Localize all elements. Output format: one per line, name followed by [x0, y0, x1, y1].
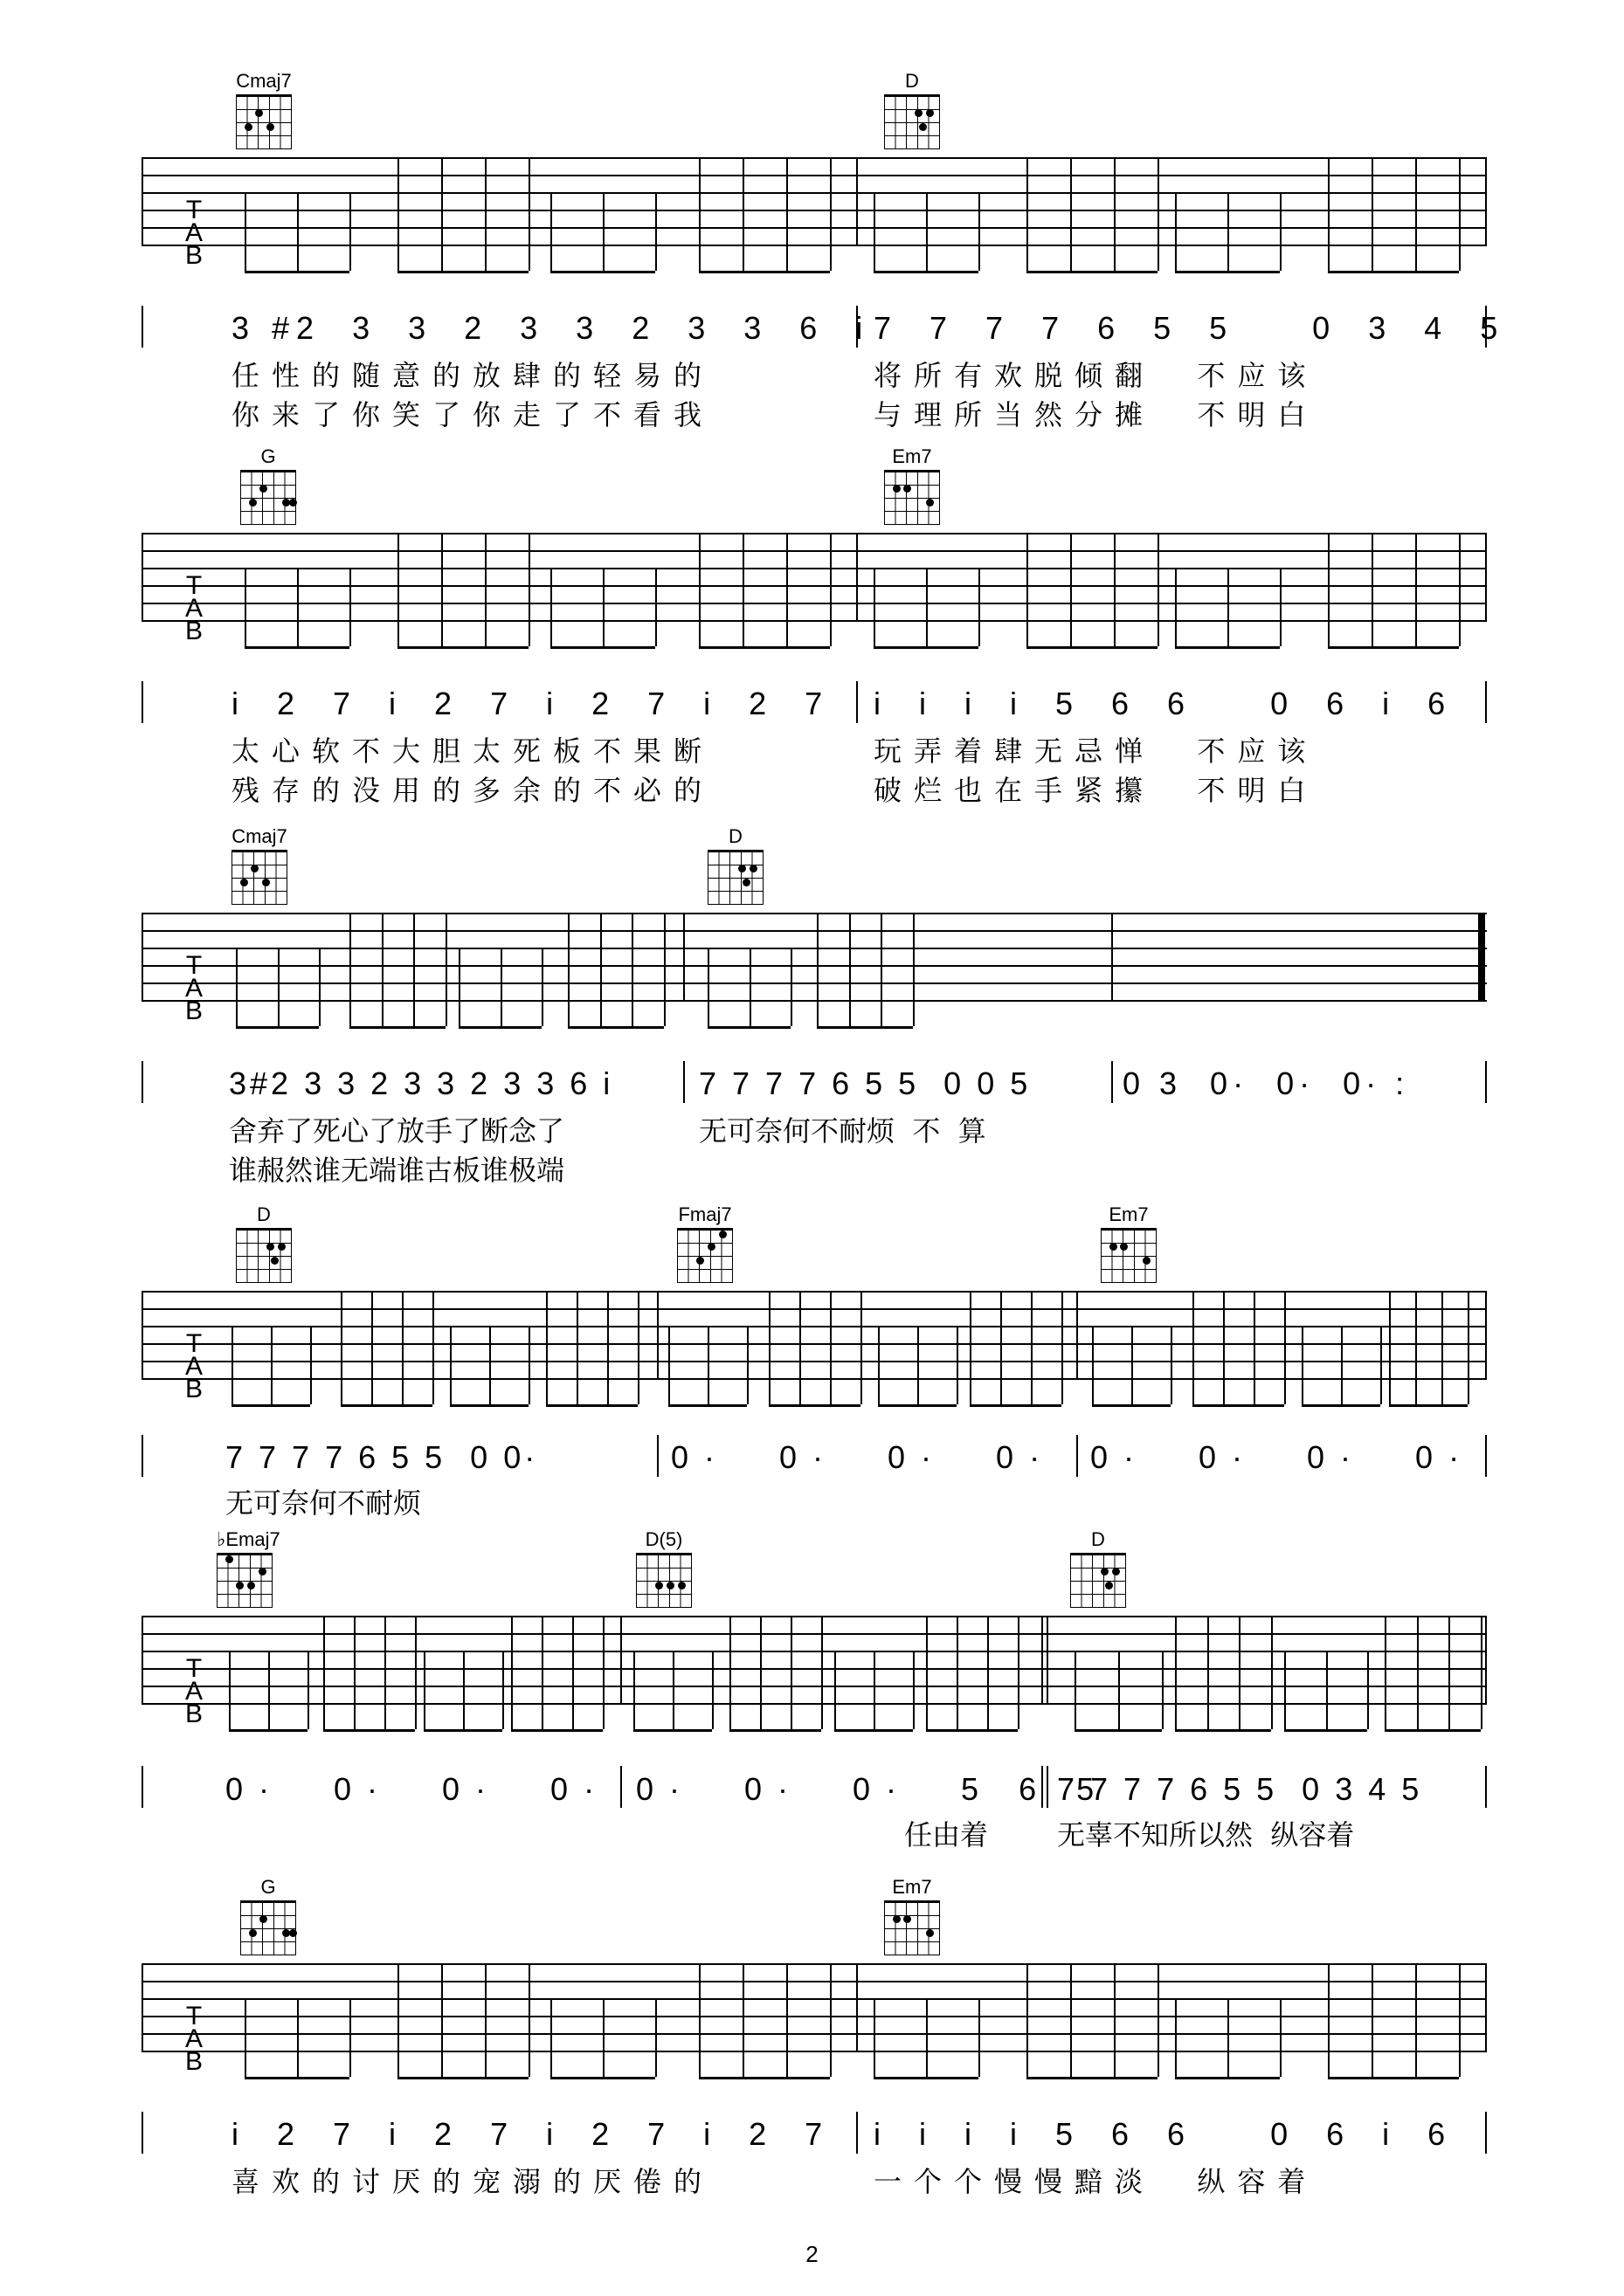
strum-stem: [402, 1293, 404, 1404]
strum-stem: [1118, 1652, 1120, 1729]
lyric-line-1: 任由着: [904, 1818, 989, 1851]
strum-stem: [708, 1327, 709, 1404]
strum-stem: [1417, 1617, 1419, 1729]
tab-clef: T A B: [185, 1329, 204, 1403]
strum-stem: [1227, 2000, 1229, 2077]
chord-diagram-eb-maj7: ♭Emaj7: [217, 1528, 280, 1608]
strum-stem: [874, 569, 875, 646]
strum-stem: [668, 1327, 670, 1404]
strum-stem: [926, 1617, 928, 1729]
chord-grid: [236, 94, 292, 149]
strum-stem: [529, 1327, 530, 1404]
strum-stem: [489, 1327, 491, 1404]
strum-stem: [957, 1617, 958, 1729]
strum-stem: [1459, 1965, 1461, 2077]
tab-staff: [142, 533, 1487, 620]
strum-stem: [1380, 1327, 1382, 1404]
chord-grid: [236, 1228, 292, 1283]
strum-stem: [978, 569, 980, 646]
strum-stem: [542, 1617, 543, 1729]
strum-stem: [415, 1617, 417, 1729]
strum-stem: [1372, 159, 1373, 271]
strum-stem: [603, 569, 605, 646]
strum-stem: [747, 1327, 749, 1404]
strum-stem: [655, 2000, 657, 2077]
strum-stem: [799, 1293, 801, 1404]
strum-stem: [926, 194, 928, 271]
strum-stem: [271, 1327, 273, 1404]
strum-stem: [529, 1965, 530, 2077]
strum-stem: [1227, 569, 1229, 646]
strum-stem: [874, 2000, 875, 2077]
tab-clef: T A B: [185, 951, 204, 1025]
chord-grid: [240, 470, 296, 525]
strum-stem: [743, 534, 744, 646]
strum-stem: [511, 1617, 513, 1729]
strum-stem: [821, 1617, 823, 1729]
jianpu-notes: 3#2 3 3 2 3 3 2 3 3 6 i: [229, 1065, 614, 1101]
strum-stem: [1239, 1617, 1240, 1729]
strum-stem: [917, 1327, 919, 1404]
strum-stem: [245, 2000, 246, 2077]
strum-stem: [603, 2000, 605, 2077]
strum-stem: [308, 1652, 309, 1729]
chord-diagram-em7: Em7: [884, 445, 940, 525]
strum-stem: [1175, 194, 1177, 271]
strum-stem: [1026, 159, 1028, 271]
strum-stem: [572, 1617, 574, 1729]
strum-stem: [542, 949, 543, 1026]
strum-stem: [1448, 1617, 1450, 1729]
chord-grid: [240, 1900, 296, 1955]
strum-stem: [978, 2000, 980, 2077]
strum-stem: [1158, 534, 1159, 646]
strum-stem: [1207, 1617, 1209, 1729]
tab-clef: T A B: [185, 571, 204, 645]
strum-stem: [786, 159, 788, 271]
strum-stem: [413, 914, 415, 1026]
jianpu-notes: 7 7 7 7 6 5 5 0 3 4 5: [1057, 1771, 1423, 1807]
jianpu-notes: 3 #2 3 3 2 3 3 2 3 3 6 i: [232, 310, 870, 346]
chord-grid: [232, 850, 287, 905]
strum-stem: [834, 1652, 836, 1729]
strum-stem: [1061, 1293, 1063, 1404]
chord-grid: [677, 1228, 733, 1283]
chord-grid: [884, 1900, 940, 1955]
strum-stem: [397, 159, 399, 271]
strum-stem: [1070, 534, 1072, 646]
strum-stem: [529, 159, 530, 271]
strum-stem: [1171, 1327, 1172, 1404]
strum-stem: [432, 1293, 434, 1404]
strum-stem: [485, 1965, 487, 2077]
jianpu-notes: i i i i 5 6 6 0 6 i 6: [874, 2116, 1453, 2152]
strum-stem: [830, 1293, 832, 1404]
chord-diagram-cmaj7: Cmaj7: [232, 825, 287, 905]
strum-stem: [769, 1293, 771, 1404]
tab-staff: [142, 1963, 1487, 2051]
strum-stem: [786, 534, 788, 646]
strum-stem: [926, 2000, 928, 2077]
chord-diagram-em7: Em7: [884, 1876, 940, 1955]
strum-stem: [349, 194, 351, 271]
strum-stem: [1158, 159, 1159, 271]
strum-stem: [712, 1652, 714, 1729]
chord-grid: [1101, 1228, 1157, 1283]
strum-stem: [673, 1652, 674, 1729]
jianpu-notes: 7 7 7 7 6 5 5 0 0 5: [699, 1065, 1032, 1101]
strum-stem: [1271, 1617, 1273, 1729]
lyric-line-2: 你来了你笑了你走了不看我: [232, 398, 715, 431]
lyric-line-1: 将所有欢脱倾翻 不应该: [874, 359, 1318, 392]
strum-stem: [699, 1965, 701, 2077]
strum-stem: [1415, 1293, 1417, 1404]
strum-stem: [371, 1293, 373, 1404]
strum-stem: [1223, 1293, 1225, 1404]
lyric-line-1: 无可奈何不耐烦: [225, 1486, 422, 1520]
strum-stem: [1026, 1965, 1028, 2077]
strum-stem: [603, 1617, 605, 1729]
strum-stem: [236, 949, 238, 1026]
strum-stem: [957, 1327, 958, 1404]
strum-stem: [1000, 1293, 1002, 1404]
strum-stem: [1385, 1617, 1386, 1729]
strum-stem: [1280, 569, 1282, 646]
strum-stem: [729, 1617, 731, 1729]
strum-stem: [1415, 1965, 1417, 2077]
lyric-line-2: 残存的没用的多余的不必的: [232, 774, 715, 807]
strum-stem: [926, 569, 928, 646]
jianpu-notes: 0· 0· 0· 5 6 5: [636, 1771, 1110, 1807]
strum-stem: [1389, 1293, 1391, 1404]
strum-stem: [384, 1617, 386, 1729]
strum-stem: [568, 914, 570, 1026]
strum-stem: [1341, 1327, 1343, 1404]
lyric-line-1: 任性的随意的放肆的轻易的: [232, 359, 715, 392]
strum-stem: [664, 914, 666, 1026]
strum-stem: [1468, 1293, 1469, 1404]
strum-stem: [1114, 1965, 1116, 2077]
strum-stem: [1070, 159, 1072, 271]
strum-stem: [860, 1293, 862, 1404]
lyric-line-2: 破烂也在手紧攥 不明白: [874, 774, 1318, 807]
strum-stem: [655, 569, 657, 646]
strum-stem: [1158, 1965, 1159, 2077]
strum-stem: [830, 159, 832, 271]
strum-stem: [529, 534, 530, 646]
strum-stem: [229, 1652, 231, 1729]
strum-stem: [878, 1327, 880, 1404]
lyric-line-1: 玩弄着肆无忌惮 不应该: [874, 734, 1318, 768]
jianpu-notes: 0· 0· 0· 0·: [225, 1771, 611, 1807]
strum-stem: [600, 914, 602, 1026]
tab-clef: T A B: [185, 196, 204, 270]
strum-stem: [607, 1293, 609, 1404]
strum-stem: [349, 569, 351, 646]
lyric-line-1: 无辜不知所以然 纵容着: [1057, 1818, 1355, 1851]
strum-stem: [397, 534, 399, 646]
strum-stem: [278, 949, 280, 1026]
strum-stem: [441, 1965, 443, 2077]
strum-stem: [1131, 1327, 1133, 1404]
strum-stem: [633, 1652, 635, 1729]
chord-diagram-d5: D(5): [636, 1528, 692, 1608]
strum-stem: [750, 949, 751, 1026]
strum-stem: [699, 159, 701, 271]
strum-stem: [501, 949, 502, 1026]
strum-stem: [485, 159, 487, 271]
strum-stem: [446, 914, 447, 1026]
strum-stem: [743, 1965, 744, 2077]
strum-stem: [1075, 1652, 1076, 1729]
strum-stem: [1481, 1617, 1482, 1729]
strum-stem: [830, 534, 832, 646]
strum-stem: [1328, 534, 1330, 646]
strum-stem: [1415, 534, 1417, 646]
strum-stem: [830, 1965, 832, 2077]
strum-stem: [397, 1965, 399, 2077]
strum-stem: [708, 949, 709, 1026]
strum-stem: [459, 949, 460, 1026]
strum-stem: [638, 1293, 639, 1404]
strum-stem: [881, 914, 882, 1026]
strum-stem: [546, 1293, 548, 1404]
strum-stem: [297, 194, 299, 271]
strum-stem: [550, 569, 552, 646]
strum-stem: [699, 534, 701, 646]
strum-stem: [1415, 159, 1417, 271]
strum-stem: [817, 914, 819, 1026]
strum-stem: [1441, 1293, 1443, 1404]
strum-stem: [1175, 569, 1177, 646]
strum-stem: [485, 534, 487, 646]
strum-stem: [577, 1293, 578, 1404]
strum-stem: [655, 194, 657, 271]
strum-stem: [1175, 1617, 1177, 1729]
strum-stem: [1326, 1652, 1328, 1729]
strum-stem: [603, 194, 605, 271]
strum-stem: [349, 2000, 351, 2077]
strum-stem: [1284, 1652, 1286, 1729]
strum-stem: [463, 1652, 465, 1729]
chord-grid: [636, 1553, 692, 1608]
strum-stem: [297, 2000, 299, 2077]
strum-stem: [1162, 1652, 1164, 1729]
strum-stem: [1367, 1652, 1369, 1729]
jianpu-notes: i 2 7 i 2 7 i 2 7 i 2 7: [232, 686, 830, 721]
chord-diagram-d: D: [1070, 1528, 1126, 1608]
lyric-line-1: 太心软不大胆太死板不果断: [232, 734, 715, 768]
strum-stem: [1070, 1965, 1072, 2077]
strum-stem: [791, 1617, 792, 1729]
lyric-line-1: 一个个慢慢黯淡 纵容着: [874, 2165, 1318, 2198]
strum-stem: [441, 534, 443, 646]
jianpu-notes: i 2 7 i 2 7 i 2 7 i 2 7: [232, 2116, 830, 2152]
strum-stem: [913, 1652, 915, 1729]
jianpu-notes: 7 7 7 7 6 5 5 0 0·: [225, 1439, 539, 1475]
strum-stem: [913, 914, 915, 1026]
lyric-line-1: 舍弃了死心了放手了断念了: [229, 1114, 565, 1148]
strum-stem: [297, 569, 299, 646]
strum-stem: [632, 914, 633, 1026]
tab-clef: T A B: [185, 1654, 204, 1728]
lyric-line-1: 无可奈何不耐烦 不 算: [699, 1114, 986, 1148]
strum-stem: [874, 194, 875, 271]
strum-stem: [341, 1293, 342, 1404]
strum-stem: [349, 914, 351, 1026]
strum-stem: [1114, 534, 1116, 646]
chord-diagram-d: D: [708, 825, 764, 905]
strum-stem: [232, 1327, 233, 1404]
strum-stem: [1459, 534, 1461, 646]
strum-stem: [354, 1617, 356, 1729]
chord-diagram-d: D: [236, 1203, 292, 1283]
chord-grid: [884, 470, 940, 525]
strum-stem: [978, 194, 980, 271]
chord-grid: [1070, 1553, 1126, 1608]
chord-diagram-g: G: [240, 1876, 296, 1955]
strum-stem: [791, 949, 792, 1026]
strum-stem: [1372, 1965, 1373, 2077]
strum-stem: [1026, 534, 1028, 646]
jianpu-notes: i i i i 5 6 6 0 6 i 6: [874, 686, 1453, 721]
strum-stem: [987, 1617, 989, 1729]
strum-stem: [970, 1293, 971, 1404]
strum-stem: [502, 1652, 504, 1729]
chord-diagram-em7: Em7: [1101, 1203, 1157, 1283]
strum-stem: [1227, 194, 1229, 271]
chord-diagram-cmaj7: Cmaj7: [236, 70, 292, 149]
strum-stem: [1192, 1293, 1194, 1404]
strum-stem: [849, 914, 851, 1026]
strum-stem: [760, 1617, 762, 1729]
strum-stem: [424, 1652, 425, 1729]
strum-stem: [550, 2000, 552, 2077]
chord-grid: [708, 850, 764, 905]
page-number: 2: [805, 2241, 819, 2267]
strum-stem: [1328, 159, 1330, 271]
strum-stem: [1372, 534, 1373, 646]
strum-stem: [1114, 159, 1116, 271]
strum-stem: [245, 569, 246, 646]
strum-stem: [245, 194, 246, 271]
strum-stem: [874, 1652, 875, 1729]
strum-stem: [382, 914, 384, 1026]
strum-stem: [1280, 2000, 1282, 2077]
tab-staff: [142, 157, 1487, 245]
strum-stem: [1280, 194, 1282, 271]
chord-diagram-g: G: [240, 445, 296, 525]
strum-stem: [1254, 1293, 1255, 1404]
strum-stem: [1018, 1617, 1019, 1729]
strum-stem: [1092, 1327, 1094, 1404]
strum-stem: [310, 1327, 312, 1404]
lyric-line-1: 喜欢的讨厌的宠溺的厌倦的: [232, 2165, 715, 2198]
strum-stem: [1031, 1293, 1033, 1404]
strum-stem: [268, 1652, 270, 1729]
strum-stem: [450, 1327, 452, 1404]
jianpu-notes: 0· 0· 0· 0·: [1090, 1439, 1475, 1475]
tab-staff: [142, 913, 1487, 1000]
strum-stem: [1328, 1965, 1330, 2077]
lyric-line-2: 谁赧然谁无端谁古板谁极端: [229, 1154, 565, 1187]
strum-stem: [1284, 1293, 1286, 1404]
strum-stem: [1175, 2000, 1177, 2077]
jianpu-notes: 7 7 7 7 6 5 5 0 3 4 5: [874, 310, 1505, 346]
strum-stem: [550, 194, 552, 271]
jianpu-notes: 0 3 0· 0· 0· :: [1123, 1065, 1410, 1101]
strum-stem: [1302, 1327, 1303, 1404]
strum-stem: [319, 949, 321, 1026]
strum-stem: [743, 159, 744, 271]
chord-diagram-d: D: [884, 70, 940, 149]
lyric-line-2: 与理所当然分摊 不明白: [874, 398, 1318, 431]
tab-clef: T A B: [185, 2002, 204, 2076]
strum-stem: [786, 1965, 788, 2077]
chord-grid: [217, 1553, 273, 1608]
chord-grid: [884, 94, 940, 149]
jianpu-notes: 0· 0· 0· 0·: [671, 1439, 1056, 1475]
strum-stem: [1459, 159, 1461, 271]
strum-stem: [323, 1617, 325, 1729]
chord-diagram-fmaj7: Fmaj7: [677, 1203, 733, 1283]
strum-stem: [441, 159, 443, 271]
